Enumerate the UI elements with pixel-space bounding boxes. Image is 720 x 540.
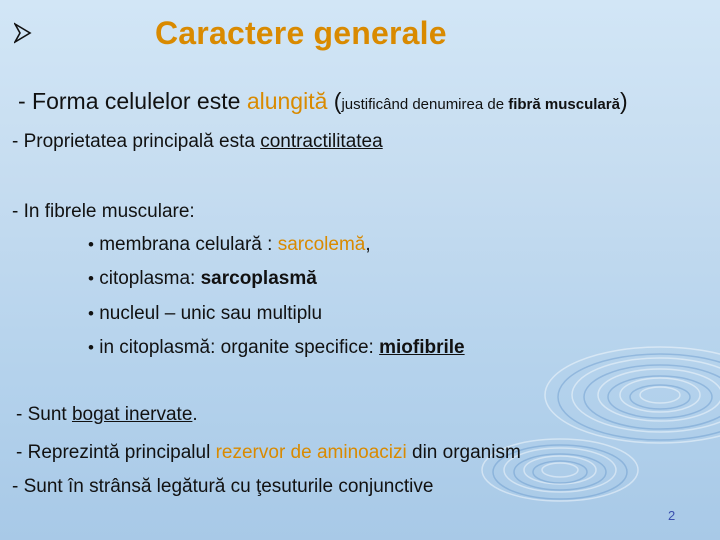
highlight-contractility: contractilitatea [260, 131, 383, 152]
highlight-reservoir: rezervor de aminoacizi [215, 442, 407, 463]
highlight-myofibrils: miofibrile [379, 337, 465, 358]
list-item-membrane: • membrana celulară : sarcolemă, [88, 234, 371, 255]
line-muscle-fibers-heading: - In fibrele musculare: [12, 201, 195, 222]
arrow-bullet-icon [14, 22, 32, 44]
line-amino-acid-reservoir: - Reprezintă principalul rezervor de aminoacizi din organism [16, 442, 521, 463]
list-item-organelles: • in citoplasmă: organite specifice: miofibrile [88, 337, 465, 358]
line-main-property: - Proprietatea principală esta contractilitatea [12, 131, 383, 152]
page-number: 2 [668, 508, 676, 523]
highlight-sarcolemma: sarcolemă [277, 234, 366, 255]
list-item-cytoplasm: • citoplasma: sarcoplasmă [88, 268, 317, 289]
list-item-nucleus: • nucleul – unic sau multiplu [88, 303, 323, 324]
highlight-innervated: bogat inervate [71, 404, 193, 425]
highlight-sarcoplasm: sarcoplasmă [200, 268, 317, 289]
line-connective-tissue: - Sunt în strânsă legătură cu ţesuturile conjunctive [12, 476, 434, 497]
line-innervation: - Sunt bogat inervate. [16, 404, 198, 425]
slide-title: Caractere generale [155, 15, 447, 51]
highlight-muscle-fiber: fibră musculară [508, 96, 620, 113]
line-cell-shape: - Forma celulelor este alungită (justificând denumirea de fibră musculară) [18, 88, 628, 114]
highlight-elongated: alungită [246, 88, 328, 114]
